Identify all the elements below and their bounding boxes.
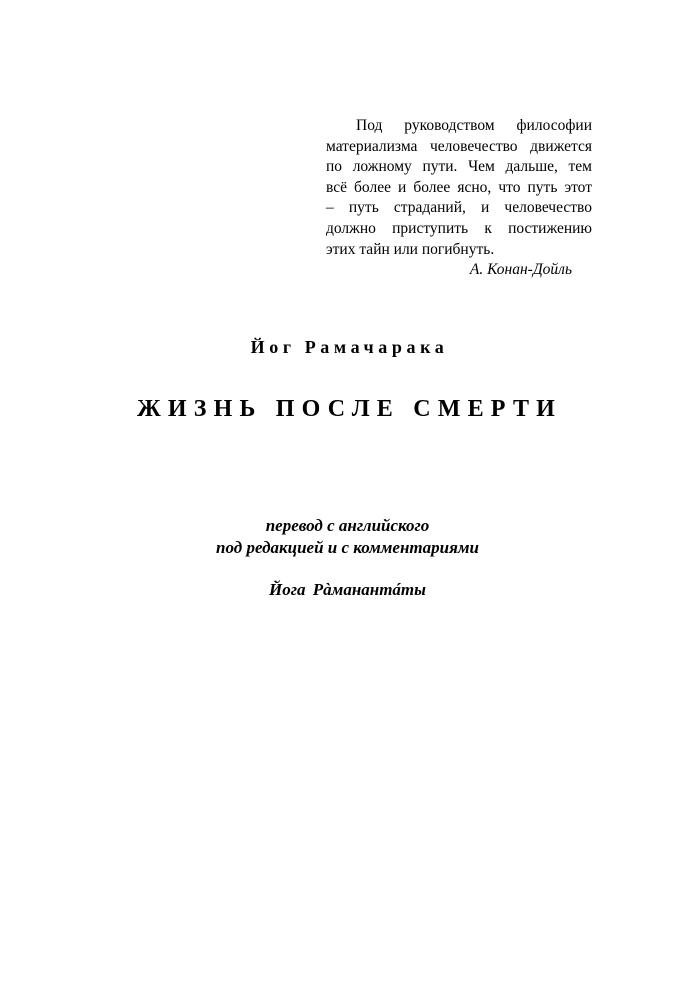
epigraph-line: – путь страданий, и человечество xyxy=(326,199,592,217)
epigraph-line: всё более и более ясно, что путь этот xyxy=(326,178,592,196)
book-author: Йог Рамачарака xyxy=(250,337,449,357)
book-title: ЖИЗНЬ ПОСЛЕ СМЕРТИ xyxy=(136,396,563,422)
epigraph-line: материализма человечество движется xyxy=(326,137,592,155)
translation-note-line: перевод с английского xyxy=(265,516,430,535)
epigraph-line: должно приступить к постижению xyxy=(326,219,592,237)
epigraph-line: этих тайн или погибнуть. xyxy=(326,240,495,258)
epigraph-author: А. Конан-Дойль xyxy=(469,261,572,279)
epigraph-line: Под руководством философии xyxy=(356,117,592,134)
translation-note xyxy=(0,515,695,559)
translation-note-line: под редакцией и с комментариями xyxy=(216,538,479,557)
epigraph xyxy=(326,116,592,281)
translator-name: Йога Рàманантáты xyxy=(269,580,426,599)
epigraph-line: по ложному пути. Чем дальше, тем xyxy=(326,158,592,176)
